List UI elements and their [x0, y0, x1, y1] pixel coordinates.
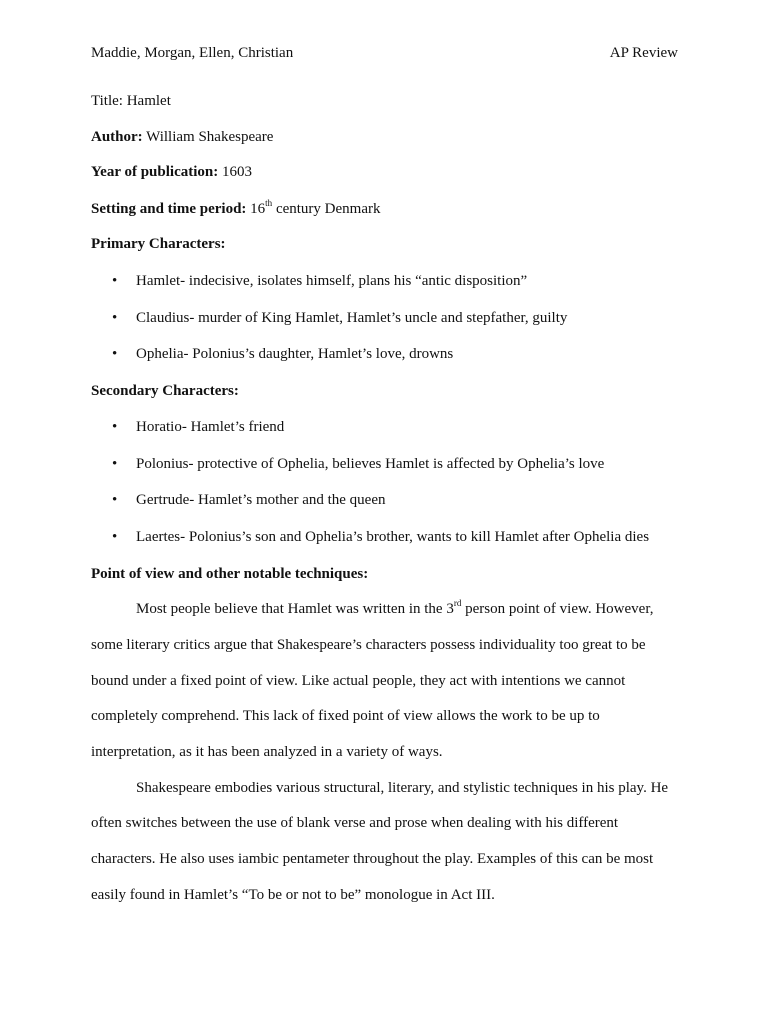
paragraph-1-line-1 [136, 598, 654, 618]
setting-value-suffix: century Denmark [272, 201, 381, 217]
list-item-text: Hamlet- indecisive, isolates himself, plans his “antic disposition” [136, 273, 528, 289]
para1-line1-prefix: Most people believe that Hamlet was written in the 3 [136, 601, 454, 617]
para1-line1-suffix: person point of view. However, [461, 601, 654, 617]
paragraph-2-line-1: Shakespeare embodies various structural, literary, and stylistic techniques in his play. He [136, 780, 669, 796]
list-item-text: Claudius- murder of King Hamlet, Hamlet’s uncle and stepfather, guilty [136, 310, 568, 326]
paragraph-1-line: completely comprehend. This lack of fixed point of view allows the work to be up to [91, 708, 600, 724]
list-item-text: Ophelia- Polonius’s daughter, Hamlet’s love, drowns [136, 346, 454, 362]
bullet-icon: • [112, 310, 118, 326]
list-item-text: Laertes- Polonius’s son and Ophelia’s brother, wants to kill Hamlet after Ophelia dies [136, 529, 650, 545]
header-authors: Maddie, Morgan, Ellen, Christian [91, 45, 294, 61]
header-course: AP Review [609, 45, 678, 61]
bullet-icon: • [112, 346, 118, 362]
paragraph-1-line: some literary critics argue that Shakespeare’s characters possess individuality too great to be [91, 637, 646, 653]
secondary-heading-text: Secondary Characters: [91, 383, 239, 399]
year-field [91, 164, 252, 181]
list-item-text: Polonius- protective of Ophelia, believes Hamlet is affected by Ophelia’s love [136, 456, 605, 472]
author-field [91, 129, 273, 146]
paragraph-2-line: characters. He also uses iambic pentameter throughout the play. Examples of this can be most [91, 851, 654, 867]
paragraph-1-line: interpretation, as it has been analyzed in a variety of ways. [91, 744, 443, 760]
year-label: Year of publication: [91, 164, 219, 180]
bullet-icon: • [112, 419, 118, 435]
paragraph-1-line: bound under a fixed point of view. Like actual people, they act with intentions we cannot [91, 673, 626, 689]
primary-heading-text: Primary Characters: [91, 236, 226, 252]
secondary-heading [91, 383, 239, 400]
setting-value-prefix: 16 [250, 201, 266, 217]
pov-heading-text: Point of view and other notable techniques: [91, 566, 369, 582]
paragraph-2-line: often switches between the use of blank verse and prose when dealing with his different [91, 815, 619, 831]
paragraph-2-line: easily found in Hamlet’s “To be or not to be” monologue in Act III. [91, 887, 495, 903]
bullet-icon: • [112, 456, 118, 472]
list-item-text: Gertrude- Hamlet’s mother and the queen [136, 492, 386, 508]
author-value: William Shakespeare [146, 129, 274, 145]
list-item-text: Horatio- Hamlet’s friend [136, 419, 285, 435]
title-line: Title: Hamlet [91, 93, 171, 109]
setting-field [91, 198, 381, 218]
setting-label: Setting and time period: [91, 201, 247, 217]
bullet-icon: • [112, 529, 118, 545]
author-label: Author: [91, 129, 143, 145]
pov-heading [91, 566, 368, 583]
setting-value-sup: th [265, 198, 273, 208]
bullet-icon: • [112, 273, 118, 289]
para1-line1-sup: rd [453, 598, 462, 608]
bullet-icon: • [112, 492, 118, 508]
primary-heading [91, 236, 226, 253]
year-value: 1603 [221, 164, 252, 180]
